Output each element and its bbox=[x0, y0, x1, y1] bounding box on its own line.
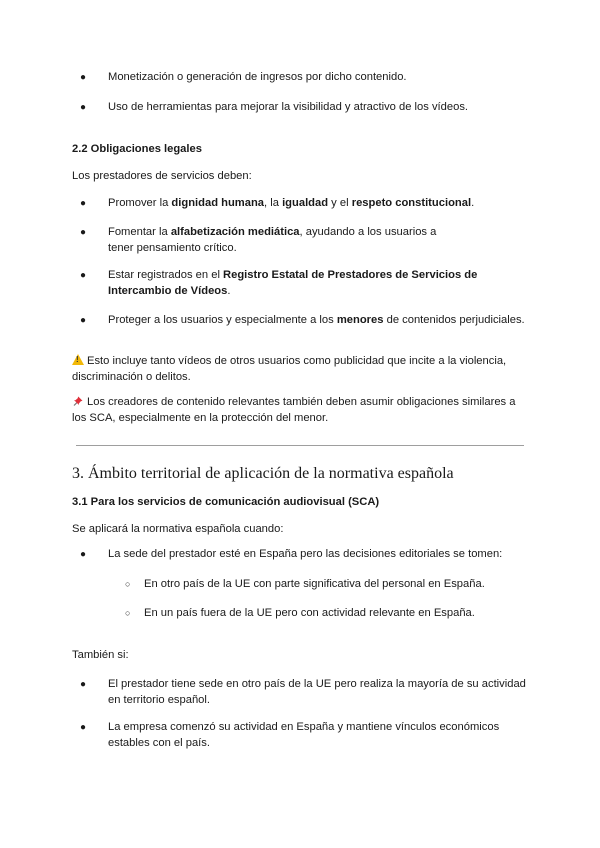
sub-heading: 3.1 Para los servicios de comunicación audiovisual (SCA) bbox=[72, 496, 380, 508]
bullet-icon: ● bbox=[80, 315, 87, 326]
horizontal-divider bbox=[76, 445, 524, 446]
list-item: ● La sede del prestador esté en España pero las decisiones editoriales se tomen: bbox=[80, 547, 530, 563]
paragraph: Los prestadores de servicios deben: bbox=[72, 170, 252, 182]
bullet-icon: ● bbox=[80, 549, 87, 560]
pin-note: Los creadores de contenido relevantes también deben asumir obligaciones similares a los SCA, especialmente en la protección del menor. bbox=[72, 396, 516, 424]
section-heading: 2.2 Obligaciones legales bbox=[72, 143, 202, 155]
bullet-icon: ● bbox=[80, 198, 87, 209]
hollow-bullet-icon: ○ bbox=[125, 579, 131, 589]
warning-note: !Esto incluye tanto vídeos de otros usuarios como publicidad que incite a la violencia, discriminación o delitos. bbox=[72, 354, 522, 385]
hollow-bullet-icon: ○ bbox=[125, 608, 131, 618]
list-item: ● El prestador tiene sede en otro país de la UE pero realiza la mayoría de su actividad en territorio español. bbox=[80, 678, 526, 706]
bullet-icon: ● bbox=[80, 679, 87, 690]
bullet-icon: ● bbox=[80, 270, 87, 281]
list-item: ● Monetización o generación de ingresos por dicho contenido. bbox=[80, 70, 530, 86]
list-item: ● Estar registrados en el Registro Estatal de Prestadores de Servicios de Intercambio de Vídeos. bbox=[80, 269, 478, 297]
bullet-icon: ● bbox=[80, 72, 87, 83]
paragraph: También si: bbox=[72, 649, 129, 661]
paragraph: Se aplicará la normativa española cuando: bbox=[72, 523, 284, 535]
list-item: ● Fomentar la alfabetización mediática, ayudando a los usuarios a tener pensamiento crítico. bbox=[80, 226, 437, 254]
sub-list-item: ○ En otro país de la UE con parte significativa del personal en España. bbox=[125, 577, 525, 593]
list-item: ● Proteger a los usuarios y especialmente a los menores de contenidos perjudiciales. bbox=[80, 313, 530, 329]
warning-icon bbox=[72, 354, 84, 365]
pushpin-icon bbox=[72, 395, 84, 407]
bullet-icon: ● bbox=[80, 227, 87, 238]
list-item: ● Promover la dignidad humana, la igualdad y el respeto constitucional. bbox=[80, 196, 530, 212]
list-item: ● La empresa comenzó su actividad en España y mantiene vínculos económicos estables con el país. bbox=[80, 721, 500, 749]
section-title: 3. Ámbito territorial de aplicación de la normativa española bbox=[72, 465, 454, 482]
bullet-icon: ● bbox=[80, 722, 87, 733]
list-item: ● Uso de herramientas para mejorar la visibilidad y atractivo de los vídeos. bbox=[80, 100, 530, 116]
sub-list-item: ○ En un país fuera de la UE pero con actividad relevante en España. bbox=[125, 606, 525, 622]
bullet-icon: ● bbox=[80, 102, 87, 113]
